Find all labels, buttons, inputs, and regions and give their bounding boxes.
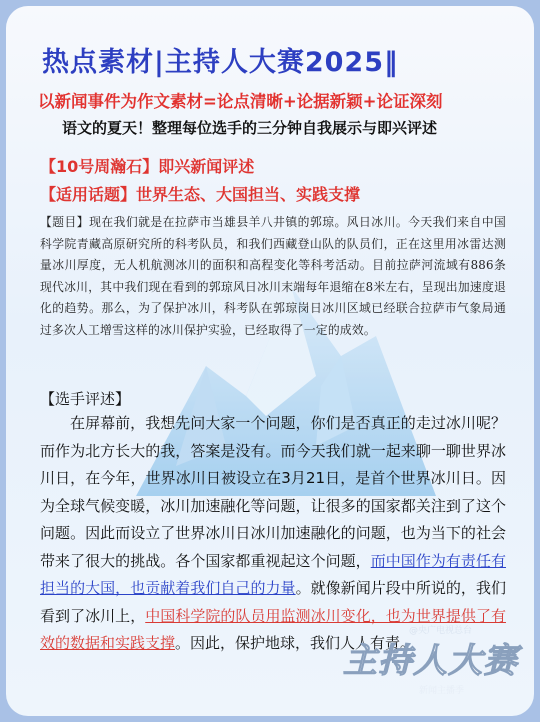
review-part-2: 。就像新闻片段中所说的，我们看到了冰川上， xyxy=(40,579,506,625)
highlight-red: 中国科学院的队员用监测冰川变化，也为世界提供了有效的数据和实践支撑 xyxy=(40,606,506,652)
tagline: 语文的夏天！整理每位选手的三分钟自我展示与即兴评述 xyxy=(62,119,438,137)
review-text xyxy=(40,410,506,658)
review-part-3: 。因此，保护地球，我们人人有责。 xyxy=(175,634,416,652)
watermark-logo xyxy=(343,622,524,702)
page-card xyxy=(6,6,534,716)
question-text: 【题目】现在我们就是在拉萨市当雄县羊八井镇的郭琼。风日冰川。今天我们来自中国科学院青藏高原研究所的科考队员，和我们西藏登山队的队员们，正在这里用冰雷达测量冰川厚度，无人机航测冰川的面积和高程变化等科考活动。目前拉萨河流域有886条现代冰川，其中我们现在看到的郭琼风日冰川末端每年退缩在8米左右，呈现出加速度退化的趋势。那么，为了保护冰川，科考队在郭琼岗日冰川区域已经联合拉萨市气象局通过多次人工增雪这样的冰川保护实验，已经取得了一定的成效。 xyxy=(40,215,506,337)
review-part-1: 在屏幕前，我想先问大家一个问题，你们是否真正的走过冰川呢？而作为北方长大的我，答案是没有。而今天我们就一起来聊一聊世界冰川日，在今年，世界冰川日被设立在3月21日，是首个世界冰川日。因为全球气候变暖，冰川加速融化等问题，让很多的国家都关注到了这个问题。因此而设立了世界冰川日冰川加速融化的问题，也为当下的社会带来了很大的挑战。各个国家都重视起这个问题， xyxy=(40,414,506,570)
page-title: 热点素材|主持人大赛2025‖ xyxy=(42,47,399,78)
watermark-title: 主持人大赛 xyxy=(343,641,518,681)
watermark-sub: 新闻主播季 xyxy=(418,686,464,696)
subtitle: 以新闻事件为作文素材=论点清晰+论据新颖+论证深刻 xyxy=(38,92,443,111)
watermark-small: @央广电视总台 xyxy=(408,626,472,636)
highlight-blue: 而中国作为有责任有担当的大国，也贡献着我们自己的力量 xyxy=(40,551,506,597)
contestant-heading: 【10号周瀚石】即兴新闻评述 xyxy=(40,157,255,176)
topic-heading: 【适用话题】世界生态、大国担当、实践支撑 xyxy=(40,185,361,204)
review-label: 【选手评述】 xyxy=(40,390,131,408)
